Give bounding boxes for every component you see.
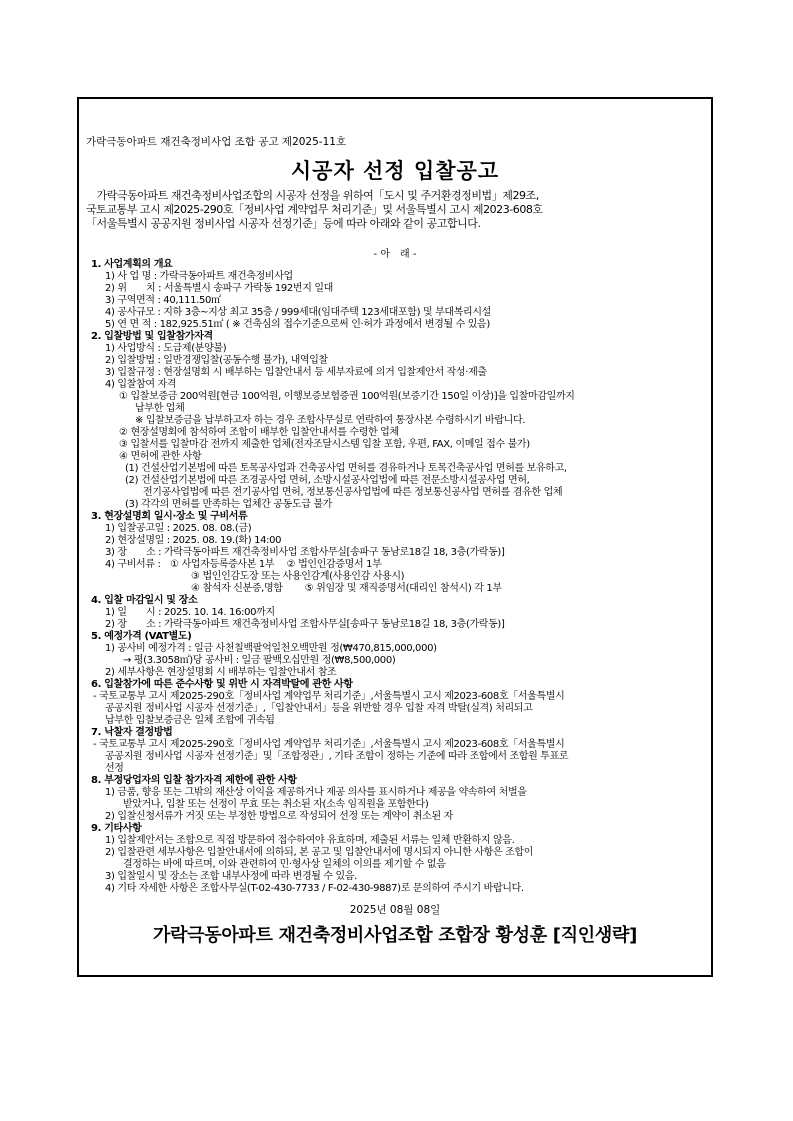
below-marker: - 아 래 -	[373, 249, 417, 260]
section-heading: 6. 입찰참가에 따른 준수사항 및 위반 시 자격박탈에 관한 사항	[91, 679, 353, 690]
notice-line: 3) 입찰규정 : 현장설명회 시 배부하는 입찰안내서 등 세부자료에 의거 입찰제안서 작성·제출	[105, 367, 487, 378]
notice-line: (3) 각각의 면허를 만족하는 업체간 공동도급 불가	[125, 499, 332, 510]
notice-line: 4) 입찰참여 자격	[105, 379, 177, 390]
notice-line: 2) 입찰방법 : 일반경쟁입찰(공동수행 불가), 내역입찰	[105, 355, 328, 366]
notice-line: 받았거나, 입찰 또는 선정이 무효 또는 취소된 자(소속 임직원을 포함한다)	[123, 799, 429, 810]
section-heading: 7. 낙찰자 결정방법	[91, 727, 173, 738]
notice-line: ③ 입찰서를 입찰마감 전까지 제출한 업체(전자조달시스템 입찰 포함, 우편, FAX, 이메일 접수 불가)	[119, 439, 530, 450]
intro-line: 국토교통부 고시 제2025-290호「정비사업 계약업무 처리기준」및 서울특별시 고시 제2023-608호	[86, 203, 543, 216]
notice-line: 1) 사 업 명 : 가락극동아파트 재건축정비사업	[105, 271, 293, 282]
section-heading: 8. 부정당업자의 입찰 참가자격 제한에 관한 사항	[91, 775, 297, 786]
section-heading: 5. 예정가격 (VAT별도)	[91, 631, 192, 642]
notice-line: - 국토교통부 고시 제2025-290호「정비사업 계약업무 처리기준」,서울특별시 고시 제2023-608호「서울특별시	[93, 691, 565, 702]
notice-line: ① 입찰보증금 200억원[현금 100억원, 이행보증보험증권 100억원(보증기간 150일 이상)]을 입찰마감일까지	[119, 391, 575, 402]
notice-line: 3) 장 소 : 가락극동아파트 재건축정비사업 조합사무실[송파구 동남로18길 18, 3층(가락동)]	[105, 547, 505, 558]
notice-line: 선정	[105, 763, 124, 774]
notice-line: (1) 건설산업기본법에 따른 토목공사업과 건축공사업 면허를 겸유하거나 토목건축공사업 면허를 보유하고,	[125, 463, 567, 474]
notice-line: 전기공사업법에 따른 전기공사업 면허, 정보통신공사업법에 따른 정보통신공사업 면허를 겸유한 업체	[143, 487, 563, 498]
notice-line: 2) 현장설명일 : 2025. 08. 19.(화) 14:00	[105, 535, 282, 546]
notice-line: ※ 입찰보증금을 납부하고자 하는 경우 조합사무실로 연락하여 통장사본 수령하시기 바랍니다.	[135, 415, 526, 426]
notice-line: (2) 건설산업기본법에 따른 조경공사업 면허, 소방시설공사업법에 따른 전문소방시설공사업 면허,	[125, 475, 530, 486]
intro-line: 가락극동아파트 재건축정비사업조합의 시공자 선정을 위하여「도시 및 주거환경정비법」제29조,	[86, 189, 539, 202]
notice-line: ④ 면허에 관한 사항	[119, 451, 202, 462]
notice-line: 2) 세부사항은 현장설명회 시 배부하는 입찰안내서 참조	[105, 667, 337, 678]
notice-line: 1) 사업방식 : 도급제(분양불)	[105, 343, 227, 354]
notice-line: 2) 장 소 : 가락극동아파트 재건축정비사업 조합사무실[송파구 동남로18길 18, 3층(가락동)]	[105, 619, 505, 630]
notice-line: 1) 공사비 예정가격 : 일금 사천칠백팔억일천오백만원 정(₩470,815,000,000)	[105, 643, 437, 654]
intro-line: 「서울특별시 공공지원 정비사업 시공자 선정기준」등에 따라 아래와 같이 공고합니다.	[86, 217, 481, 230]
notice-line: - 국토교통부 고시 제2025-290호「정비사업 계약업무 처리기준」,서울특별시 고시 제2023-608호「서울특별시	[93, 739, 565, 750]
notice-line: 납부한 업체	[135, 403, 185, 414]
notice-frame	[77, 97, 713, 977]
section-heading: 2. 입찰방법 및 입찰참가자격	[91, 331, 213, 342]
notice-line: 1) 입찰공고일 : 2025. 08. 08.(금)	[105, 523, 252, 534]
notice-line: 납부한 입찰보증금은 일체 조합에 귀속됨	[105, 715, 275, 726]
notice-line: 2) 입찰관련 세부사항은 입찰안내서에 의하되, 본 공고 및 입찰안내서에 명시되지 아니한 사항은 조합이	[105, 847, 534, 858]
signature-line: 가락극동아파트 재건축정비사업조합 조합장 황성훈 [직인생략]	[152, 925, 637, 946]
notice-line: 결정하는 바에 따르며, 이와 관련하여 민·형사상 일체의 이의를 제기할 수 없음	[123, 859, 446, 870]
notice-line: → 평(3.3058㎡)당 공사비 : 일금 팔백오십만원 정(₩8,500,000)	[123, 655, 396, 666]
notice-line: 공공지원 정비사업 시공자 선정기준」,「입찰안내서」등을 위반할 경우 입찰 자격 박탈(실격) 처리되고	[105, 703, 533, 714]
notice-line: 공공지원 정비사업 시공자 선정기준」및「조합정관」, 기타 조합이 정하는 기준에 따라 조합에서 조합원 투표로	[105, 751, 569, 762]
notice-number: 가락극동아파트 재건축정비사업 조합 공고 제2025-11호	[86, 136, 347, 148]
document-title: 시공자 선정 입찰공고	[290, 159, 500, 183]
notice-line: 1) 일 시 : 2025. 10. 14. 16:00까지	[105, 607, 275, 618]
notice-line: 3) 구역면적 : 40,111.50㎡	[105, 295, 221, 306]
notice-line: 2) 입찰신청서류가 거짓 또는 부정한 방법으로 작성되어 선정 또는 계약이 취소된 자	[105, 811, 453, 822]
notice-line: 4) 구비서류 : ① 사업자등록증사본 1부 ② 법인인감증명서 1부	[105, 559, 382, 570]
notice-date: 2025년 08월 08일	[349, 904, 441, 916]
notice-line: 2) 위 치 : 서울특별시 송파구 가락동 192번지 일대	[105, 283, 333, 294]
section-heading: 1. 사업계획의 개요	[91, 259, 173, 270]
notice-line: ③ 법인인감도장 또는 사용인감계(사용인감 사용시)	[191, 571, 405, 582]
notice-line: 1) 금품, 향응 또는 그밖의 재산상 이익을 제공하거나 제공 의사를 표시하거나 제공을 약속하여 처벌을	[105, 787, 527, 798]
notice-line: ② 현장설명회에 참석하여 조합이 배부한 입찰안내서를 수령한 업체	[119, 427, 399, 438]
notice-line: ④ 참석자 신분증,명함 ⑤ 위임장 및 재직증명서(대리인 참석시) 각 1부	[191, 583, 502, 594]
notice-line: 3) 입찰일시 및 장소는 조합 내부사정에 따라 변경될 수 있음.	[105, 871, 357, 882]
notice-line: 1) 입찰제안서는 조합으로 직접 방문하여 접수하여야 유효하며, 제출된 서류는 일체 반환하지 않음.	[105, 835, 515, 846]
notice-line: 4) 공사규모 : 지하 3층~지상 최고 35층 / 999세대(임대주택 123세대포함) 및 부대복리시설	[105, 307, 491, 318]
notice-line: 5) 연 면 적 : 182,925.51㎡ ( ※ 건축심의 접수기준으로써 인·허가 과정에서 변경될 수 있음)	[105, 319, 490, 330]
section-heading: 3. 현장설명회 일시·장소 및 구비서류	[91, 511, 248, 522]
section-heading: 4. 입찰 마감일시 및 장소	[91, 595, 198, 606]
notice-line: 4) 기타 자세한 사항은 조합사무실(T-02-430-7733 / F-02-430-9887)로 문의하여 주시기 바랍니다.	[105, 883, 524, 894]
section-heading: 9. 기타사항	[91, 823, 142, 834]
